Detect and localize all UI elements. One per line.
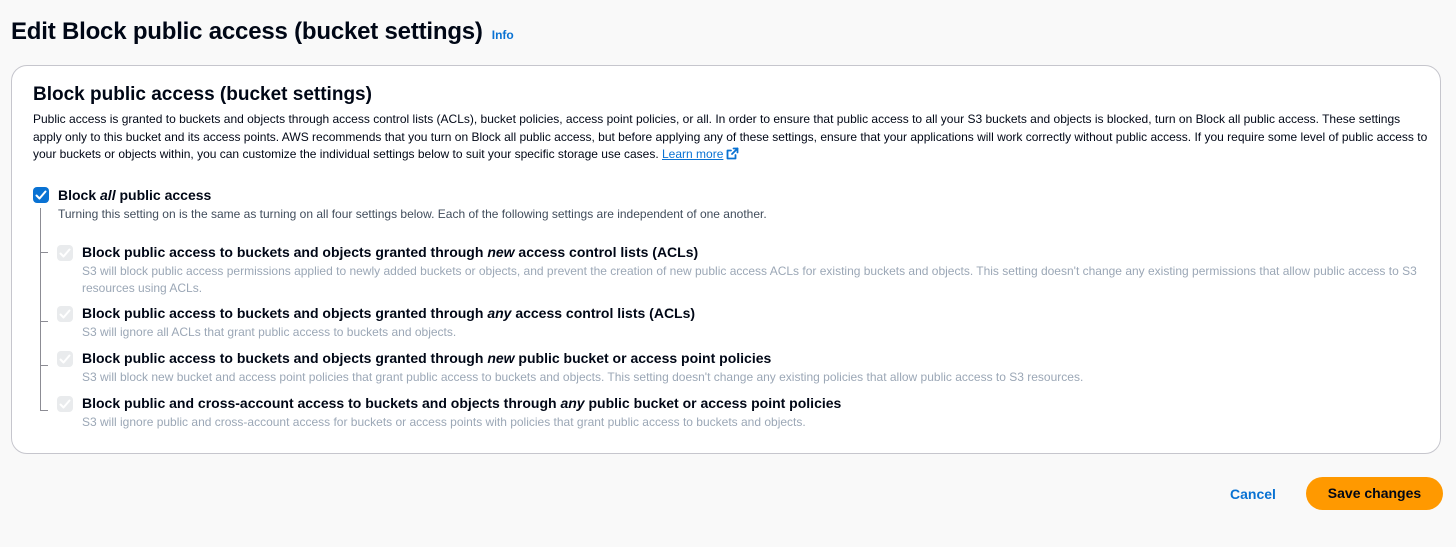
setting-label-suffix: public bucket or access point policies [584, 395, 842, 411]
block-all-public-access-checkbox[interactable] [33, 187, 49, 203]
tree-branch-4 [40, 410, 48, 411]
setting-label-prefix: Block public access to buckets and objects granted through [82, 244, 488, 260]
learn-more-label: Learn more [662, 147, 724, 161]
setting-label-emphasis: new [487, 244, 515, 260]
block-all-label-suffix: public access [115, 187, 212, 203]
panel-title: Block public access (bucket settings) [33, 84, 372, 105]
block-all-public-access-description: Turning this setting on is the same as turning on all four settings below. Each of the following settings are independent of one another. [58, 207, 767, 221]
checkmark-icon [33, 187, 49, 203]
setting-any-policies-checkbox[interactable] [57, 396, 73, 412]
block-all-public-access-label [58, 187, 211, 203]
setting-any-acls-checkbox[interactable] [57, 306, 73, 322]
cancel-button[interactable]: Cancel [1230, 486, 1276, 502]
setting-label-emphasis: any [560, 395, 585, 411]
setting-any-acls-description: S3 will ignore all ACLs that grant public access to buckets and objects. [82, 325, 457, 339]
external-link-icon [726, 147, 739, 166]
block-all-label-prefix: Block [58, 187, 101, 203]
panel-description-text: Public access is granted to buckets and objects through access control lists (ACLs), bucket policies, access point policies, or all. In order to ensure that public access to all your S3 buckets and objects is blocked, turn on Block all public access. These settings apply only to this bucket and its access points. AWS recommends that you turn on Block all public access, but before applying any of these settings, ensure that your applications will work correctly without public access. If you require some level of public access to your buckets or objects within, you can customize the individual settings below to suit your specific storage use cases. [33, 112, 1428, 161]
checkmark-icon [57, 351, 73, 367]
setting-new-policies-description: S3 will block new bucket and access point policies that grant public access to buckets and objects. This setting doesn't change any existing policies that allow public access to S3 resources. [82, 370, 1084, 384]
setting-new-policies-label [82, 350, 771, 366]
setting-label-suffix: access control lists (ACLs) [511, 305, 696, 321]
setting-any-acls-label [82, 305, 695, 321]
checkmark-icon [57, 396, 73, 412]
panel-description [33, 111, 1428, 166]
block-all-label-emphasis: all [100, 187, 116, 203]
setting-label-prefix: Block public access to buckets and objects granted through [82, 350, 488, 366]
setting-any-policies-label [82, 395, 841, 411]
tree-branch-3 [40, 365, 48, 366]
setting-new-acls-description: S3 will block public access permissions applied to newly added buckets or objects, and prevent the creation of new public access ACLs for existing buckets and objects. This setting doesn't change any existing permissions that allow public access to S3 resources using ACLs. [82, 264, 1417, 295]
page-header [11, 18, 514, 46]
setting-new-acls-label [82, 244, 698, 260]
setting-label-emphasis: any [487, 305, 512, 321]
setting-label-suffix: access control lists (ACLs) [514, 244, 699, 260]
block-public-access-panel [11, 65, 1441, 454]
tree-branch-2 [40, 321, 48, 322]
setting-any-policies-description: S3 will ignore public and cross-account access for buckets or access points with policies that grant public access to buckets and objects. [82, 415, 806, 429]
checkmark-icon [57, 306, 73, 322]
setting-label-prefix: Block public access to buckets and objects granted through [82, 305, 488, 321]
setting-label-emphasis: new [487, 350, 515, 366]
tree-connector-line [40, 208, 41, 411]
setting-new-policies-checkbox[interactable] [57, 351, 73, 367]
info-link[interactable]: Info [491, 28, 514, 42]
learn-more-link[interactable] [662, 147, 739, 161]
setting-label-prefix: Block public and cross-account access to buckets and objects through [82, 395, 561, 411]
save-changes-button[interactable]: Save changes [1306, 477, 1443, 510]
page-title: Edit Block public access (bucket settings) [11, 18, 483, 45]
tree-branch-1 [40, 252, 48, 253]
setting-label-suffix: public bucket or access point policies [514, 350, 772, 366]
setting-new-acls-checkbox[interactable] [57, 245, 73, 261]
checkmark-icon [57, 245, 73, 261]
